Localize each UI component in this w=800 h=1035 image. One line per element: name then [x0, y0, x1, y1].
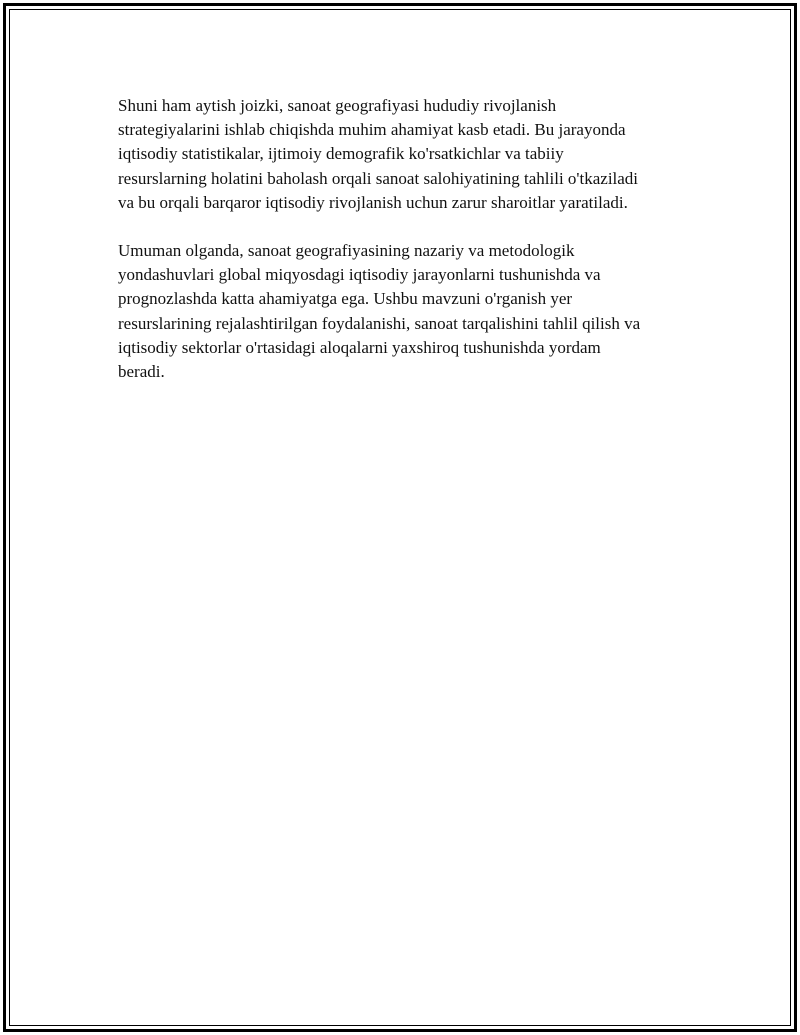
document-body — [118, 94, 708, 408]
paragraph-1: Shuni ham aytish joizki, sanoat geografiyasi hududiy rivojlanish strategiyalarini ishlab chiqishda muhim ahamiyat kasb etadi. Bu jarayonda iqtisodiy statistikalar, ijtimoiy demografik ko'rsatkichlar va tabiiy resurslarning holatini baholash orqali sanoat salohiyatining tahlili o'tkaziladi va bu orqali barqaror iqtisodiy rivojlanish uchun zarur sharoitlar yaratiladi. — [118, 96, 639, 212]
paragraph-2: Umuman olganda, sanoat geografiyasining nazariy va metodologik yondashuvlari global miqyosdagi iqtisodiy jarayonlarni tushunishda va prognozlashda katta ahamiyatga ega. Ushbu mavzuni o'rganish yer resurslarining rejalashtirilgan foydalanishi, sanoat tarqalishini tahlil qilish va iqtisodiy sektorlar o'rtasidagi aloqalarni yaxshiroq tushunishda yordam beradi. — [118, 241, 641, 382]
